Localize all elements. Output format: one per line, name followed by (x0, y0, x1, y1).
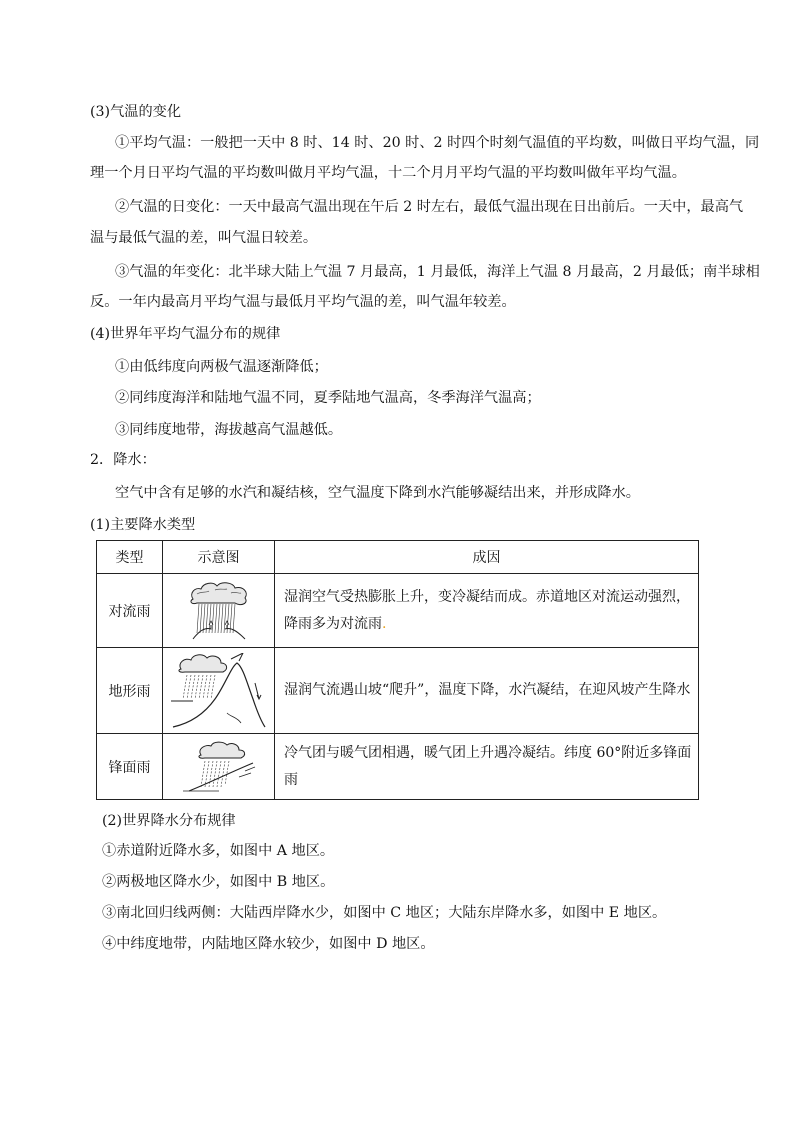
avg-temp-line1: ①平均气温：一般把一天中 8 时、14 时、20 时、2 时四个时刻气温值的平均数，叫做日平均气温，同 (115, 135, 760, 151)
table-row (97, 574, 699, 648)
table-row (97, 734, 699, 800)
daily-change-line1: ②气温的日变化：一天中最高气温出现在午后 2 时左右，最低气温出现在日出前后。一天中，最高气 (115, 199, 744, 215)
distribution-rule-item-2: ②两极地区降水少，如图中 B 地区。 (102, 874, 335, 890)
daily-change-line2: 温与最低气温的差，叫气温日较差。 (90, 230, 318, 246)
table-header-row (97, 541, 699, 574)
type-frontal: 锋面雨 (97, 734, 163, 800)
annual-change-line2: 反。一年内最高月平均气温与最低月平均气温的差，叫气温年较差。 (90, 294, 516, 310)
avg-temp-line2: 理一个月日平均气温的平均数叫做月平均气温，十二个月月平均气温的平均数叫做年平均气温。 (90, 165, 686, 181)
section-title-distribution: (4)世界年平均气温分布的规律 (90, 326, 281, 342)
convectional-diagram (163, 574, 275, 648)
section-title-temperature-change: (3)气温的变化 (90, 104, 182, 120)
type-convectional: 对流雨 (97, 574, 163, 648)
cause-convectional (275, 574, 699, 648)
precipitation-description: 空气中含有足够的水汽和凝结核，空气温度下降到水汽能够凝结出来，并形成降水。 (115, 485, 640, 501)
type-orographic: 地形雨 (97, 648, 163, 734)
frontal-diagram (163, 734, 275, 800)
distribution-rule-item-3: ③南北回归线两侧：大陆西岸降水少，如图中 C 地区；大陆东岸降水多，如图中 E 地区。 (102, 905, 667, 921)
precipitation-types-table (96, 540, 699, 800)
convectional-rain-diagram (187, 581, 251, 641)
cause-orographic: 湿润气流遇山坡“爬升”，温度下降，水汽凝结，在迎风坡产生降水 (275, 648, 699, 734)
cause-convectional-line1: 湿润空气受热膨胀上升，变冷凝结而成。赤道地区对流运动强烈， (284, 588, 690, 605)
annual-change-line1: ③气温的年变化：北半球大陆上气温 7 月最高，1 月最低，海洋上气温 8 月最高，2 月最低；南半球相 (115, 264, 760, 280)
distribution-rule-item-1: ①赤道附近降水多，如图中 A 地区。 (102, 843, 335, 859)
cause-convectional-period: . (382, 615, 387, 632)
cause-frontal: 冷气团与暖气团相遇，暖气团上升遇冷凝结。纬度 60°附近多锋面雨 (275, 734, 699, 800)
distribution-rule-item-4: ④中纬度地带，内陆地区降水较少，如图中 D 地区。 (102, 936, 435, 952)
distribution-item-3: ③同纬度地带，海拔越高气温越低。 (115, 422, 343, 438)
precipitation-heading: 2．降水： (90, 452, 156, 468)
distribution-item-2: ②同纬度海洋和陆地气温不同，夏季陆地气温高，冬季海洋气温高； (115, 390, 541, 406)
header-cause: 成因 (275, 541, 699, 574)
distribution-rule-title: (2)世界降水分布规律 (102, 813, 236, 829)
frontal-rain-diagram (179, 741, 259, 793)
header-diagram: 示意图 (163, 541, 275, 574)
precipitation-types-title: (1)主要降水类型 (90, 517, 196, 533)
cause-convectional-line2-text: 降雨多为对流雨 (284, 615, 382, 632)
orographic-diagram (163, 648, 275, 734)
table-row (97, 648, 699, 734)
orographic-rain-diagram (171, 653, 267, 729)
distribution-item-1: ①由低纬度向两极气温逐渐降低； (115, 359, 328, 375)
cause-convectional-line2 (284, 611, 698, 638)
header-type: 类型 (97, 541, 163, 574)
